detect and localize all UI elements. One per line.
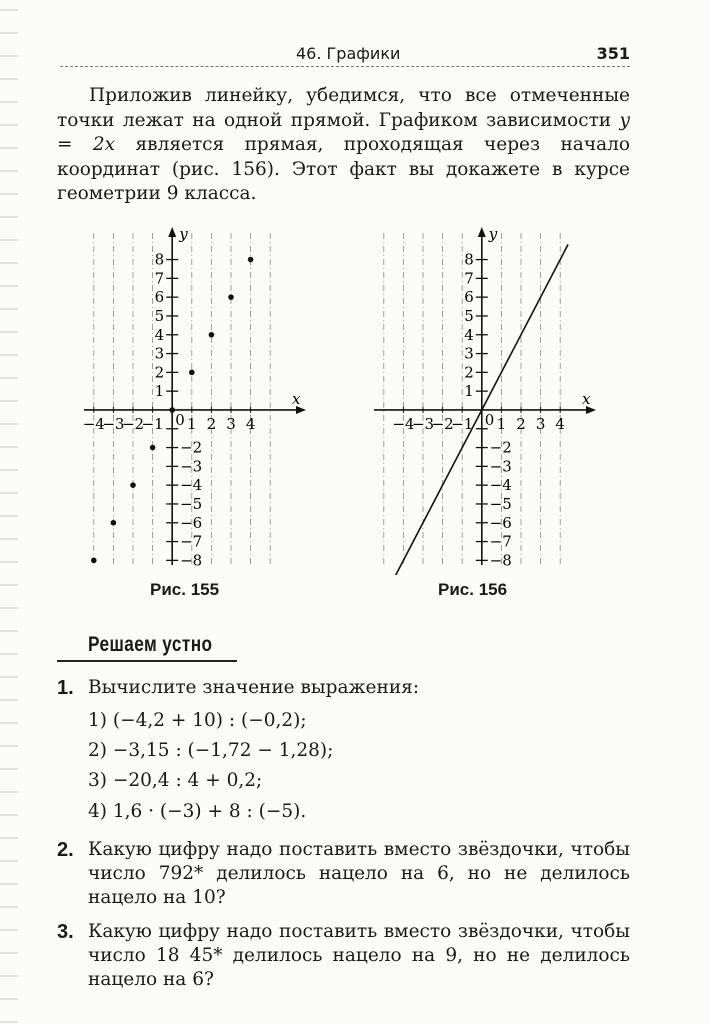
caption-155: Рис. 155 [150, 580, 220, 599]
y-tick-label: 6 [464, 288, 474, 307]
origin-label: 0 [484, 410, 495, 429]
x-tick-label: −3 [102, 414, 125, 433]
page-number: 351 [596, 44, 630, 63]
x-tick-label: −1 [451, 414, 474, 433]
y-tick-label: −6 [489, 513, 512, 532]
paragraph-text-2: является прямая, проходящая через начало координат (рис. 156). Этот факт вы докажете в курсе геометрии 9 класса. [57, 134, 630, 204]
y-tick-label: −2 [489, 438, 512, 457]
x-tick-label: 3 [535, 414, 546, 433]
data-point [169, 407, 175, 413]
y-tick-label: 3 [464, 344, 474, 363]
y-tick-label: 5 [154, 306, 165, 325]
y-tick-label: −4 [489, 476, 512, 495]
y-tick-label: 3 [154, 344, 165, 363]
x-tick-label: −2 [121, 414, 145, 433]
scan-edge [0, 0, 18, 1024]
task-text: Вычислите значение выражения: [88, 677, 420, 698]
formula: y = 2x [57, 109, 630, 155]
y-tick-label: −5 [180, 494, 203, 513]
section-title: 46. Графики [296, 44, 401, 63]
origin-label: 0 [175, 410, 185, 429]
x-tick-label: −1 [141, 414, 164, 433]
y-tick-label: −7 [489, 532, 512, 551]
section-underline [57, 660, 237, 662]
task-3 [57, 920, 630, 992]
y-tick-label: −2 [180, 438, 203, 457]
y-tick-label: 8 [154, 250, 165, 269]
figure-156-line [370, 225, 600, 575]
page-header [60, 42, 630, 67]
data-point [228, 294, 234, 300]
x-tick-label: −2 [431, 414, 454, 433]
x-tick-label: 2 [206, 414, 217, 433]
y-tick-label: −8 [489, 551, 512, 570]
x-tick-label: −3 [411, 414, 435, 433]
figure-155-scatter [80, 225, 310, 575]
y-tick-label: −3 [489, 457, 512, 476]
y-tick-label: 5 [464, 306, 474, 325]
y-tick-label: −8 [180, 551, 203, 570]
data-point [248, 257, 254, 263]
task-number: 2. [57, 839, 74, 861]
x-tick-label: −4 [392, 414, 415, 433]
y-tick-label: 6 [154, 288, 165, 307]
caption-156: Рис. 156 [438, 580, 508, 599]
y-tick-label: −6 [180, 513, 203, 532]
x-tick-label: 3 [226, 414, 236, 433]
task-1-item-3: 3) −20,4 : 4 + 0,2; [88, 770, 263, 791]
y-tick-label: −3 [180, 457, 203, 476]
task-2 [57, 838, 630, 910]
data-point [150, 445, 156, 451]
y-axis-label: y [488, 225, 498, 243]
y-axis-arrow-icon [478, 227, 486, 237]
y-tick-label: 7 [154, 269, 165, 288]
y-tick-label: 1 [154, 382, 165, 401]
task-number: 3. [57, 921, 74, 943]
x-tick-label: −4 [82, 414, 105, 433]
x-tick-label: 1 [496, 414, 507, 433]
y-tick-label: 4 [464, 325, 474, 344]
y-tick-label: 8 [464, 250, 474, 269]
section-heading: Решаем устно [88, 633, 213, 656]
task-1 [57, 676, 630, 700]
y-axis-label: y [179, 225, 188, 243]
y-axis-arrow-icon [168, 227, 176, 237]
x-tick-label: 2 [516, 414, 526, 433]
x-axis-label: x [582, 389, 591, 408]
task-1-item-1: 1) (−4,2 + 10) : (−0,2); [88, 710, 307, 731]
intro-paragraph [57, 84, 630, 207]
x-tick-label: 1 [187, 414, 197, 433]
task-number: 1. [57, 677, 74, 699]
data-point [209, 332, 215, 338]
y-tick-label: −5 [489, 494, 512, 513]
data-point [91, 558, 97, 564]
data-point [130, 482, 136, 488]
y-tick-label: 2 [464, 363, 474, 382]
y-tick-label: 4 [154, 325, 165, 344]
paragraph-text-1: Приложив линейку, убедимся, что все отмеченные точки лежат на одной прямой. Графиком зависимости [57, 85, 630, 131]
y-tick-label: −4 [180, 476, 203, 495]
x-tick-label: 4 [245, 414, 256, 433]
task-1-item-4: 4) 1,6 · (−3) + 8 : (−5). [88, 801, 307, 822]
y-tick-label: 7 [464, 269, 474, 288]
y-tick-label: −7 [180, 532, 203, 551]
y-tick-label: 1 [464, 382, 474, 401]
task-text: Какую цифру надо поставить вместо звёздочки, чтобы число 18 45* делилось нацело на 9, но не делилось нацело на 6? [88, 921, 630, 990]
task-1-item-2: 2) −3,15 : (−1,72 − 1,28); [88, 740, 334, 761]
x-tick-label: 4 [555, 414, 565, 433]
data-point [189, 370, 195, 376]
x-axis-label: x [292, 389, 301, 408]
data-point [111, 520, 117, 526]
task-text: Какую цифру надо поставить вместо звёздочки, чтобы число 792* делилось нацело на 6, но не делилось нацело на 10? [88, 839, 630, 908]
y-tick-label: 2 [154, 363, 165, 382]
